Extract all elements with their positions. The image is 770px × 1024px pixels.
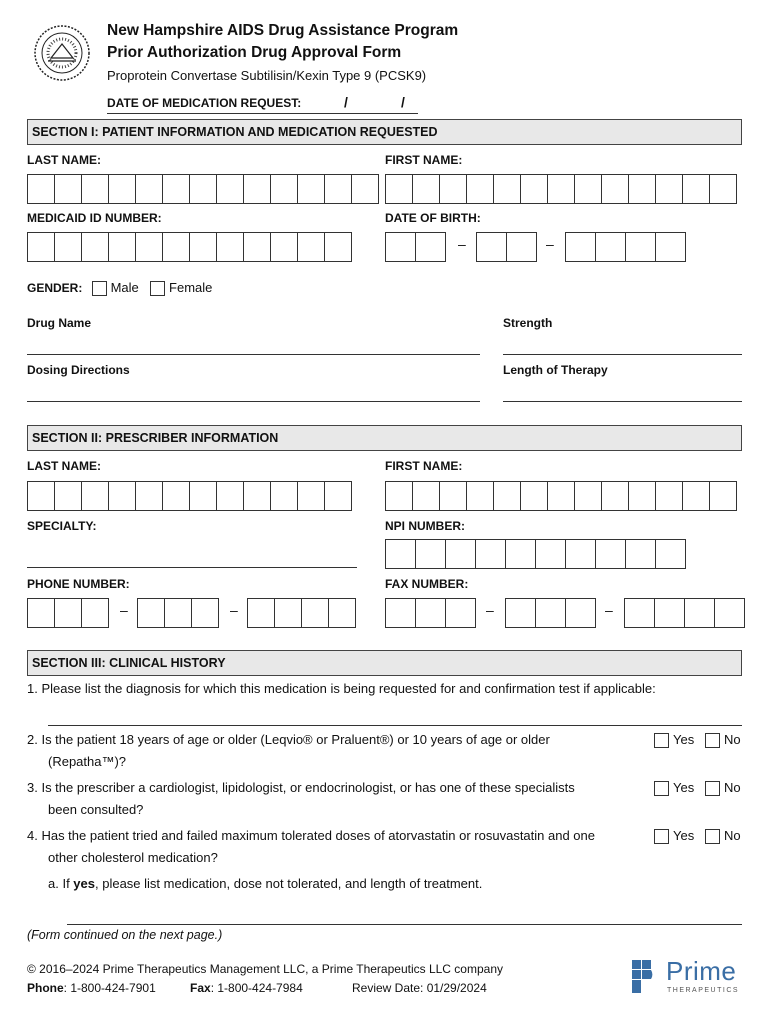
- dob-dash-2: –: [546, 236, 554, 252]
- fax-label: FAX NUMBER:: [385, 577, 469, 591]
- question-2-no: No: [705, 732, 741, 748]
- question-2-yes-checkbox[interactable]: [654, 733, 669, 748]
- question-4-line2: other cholesterol medication?: [48, 850, 218, 865]
- phone-label: PHONE NUMBER:: [27, 577, 130, 591]
- copyright: © 2016–2024 Prime Therapeutics Management LLC, a Prime Therapeutics LLC company: [27, 962, 503, 976]
- dob-year-boxes[interactable]: [565, 232, 685, 262]
- question-4-yes: Yes: [654, 828, 694, 844]
- npi-boxes[interactable]: [385, 539, 685, 569]
- form-title-line1: New Hampshire AIDS Drug Assistance Program: [107, 22, 459, 39]
- gender-female-checkbox[interactable]: [150, 281, 165, 296]
- phone-dash-1: –: [120, 602, 128, 618]
- question-2-line1: 2. Is the patient 18 years of age or older (Leqvio® or Praluent®) or 10 years of age or older: [27, 732, 550, 747]
- form-title-line2: Prior Authorization Drug Approval Form: [107, 44, 402, 61]
- question-1-input-line[interactable]: [48, 725, 742, 726]
- fax-dash-2: –: [605, 602, 613, 618]
- prime-logo: [632, 958, 744, 998]
- phone-area-boxes[interactable]: [27, 598, 108, 628]
- question-3-line1: 3. Is the prescriber a cardiologist, lipidologist, or endocrinologist, or has one of these specialists: [27, 780, 575, 795]
- strength-input-line[interactable]: [503, 354, 742, 355]
- drug-name-label: Drug Name: [27, 316, 92, 330]
- form-subtitle: Proprotein Convertase Subtilisin/Kexin Type 9 (PCSK9): [107, 68, 427, 83]
- strength-label: Strength: [503, 316, 553, 330]
- section-3-header: [27, 650, 742, 676]
- specialty-input-line[interactable]: [27, 567, 357, 568]
- dosing-directions-label: Dosing Directions: [27, 363, 130, 377]
- section-2-header: [27, 425, 742, 451]
- medicaid-id-label: MEDICAID ID NUMBER:: [27, 211, 162, 225]
- date-request-label: DATE OF MEDICATION REQUEST:: [107, 96, 302, 110]
- drug-name-input-line[interactable]: [27, 354, 480, 355]
- patient-last-name-boxes[interactable]: [27, 174, 378, 204]
- question-2-line2: (Repatha™)?: [48, 754, 127, 769]
- fax-area-boxes[interactable]: [385, 598, 475, 628]
- dob-month-boxes[interactable]: [385, 232, 445, 262]
- gender-row: [27, 280, 212, 296]
- question-4-sub-a-input-line[interactable]: [67, 924, 742, 925]
- question-2-yes: Yes: [654, 732, 694, 748]
- state-seal: [33, 24, 91, 82]
- prime-logo-subtext: THERAPEUTICS: [667, 987, 740, 994]
- prime-logo-mark-icon: [632, 960, 660, 994]
- date-request-input-line[interactable]: [107, 113, 418, 114]
- question-4-sub-a: a. If yes, please list medication, dose not tolerated, and length of treatment.: [48, 876, 483, 891]
- question-3-yes: Yes: [654, 780, 694, 796]
- gender-female-label: Female: [169, 280, 213, 295]
- question-3-no-checkbox[interactable]: [705, 781, 720, 796]
- gender-male-label: Male: [110, 280, 139, 295]
- dob-day-boxes[interactable]: [476, 232, 536, 262]
- footer-phone: Phone: 1-800-424-7901: [27, 981, 156, 995]
- question-4-line1: 4. Has the patient tried and failed maximum tolerated doses of atorvastatin or rosuvastatin and one: [27, 828, 595, 843]
- section-3-title: SECTION III: CLINICAL HISTORY: [32, 656, 226, 670]
- patient-last-name-label: LAST NAME:: [27, 153, 101, 167]
- patient-first-name-boxes[interactable]: [385, 174, 736, 204]
- prescriber-last-name-label: LAST NAME:: [27, 459, 101, 473]
- question-2-no-checkbox[interactable]: [705, 733, 720, 748]
- prescriber-first-name-boxes[interactable]: [385, 481, 736, 511]
- fax-dash-1: –: [486, 602, 494, 618]
- dob-dash-1: –: [458, 236, 466, 252]
- dob-label: DATE OF BIRTH:: [385, 211, 481, 225]
- footer-fax: Fax: 1-800-424-7984: [190, 981, 303, 995]
- phone-line-boxes[interactable]: [247, 598, 355, 628]
- fax-line-boxes[interactable]: [624, 598, 744, 628]
- question-4-yes-checkbox[interactable]: [654, 829, 669, 844]
- specialty-label: SPECIALTY:: [27, 519, 97, 533]
- form-continued-note: (Form continued on the next page.): [27, 928, 223, 942]
- dosing-input-line[interactable]: [27, 401, 480, 402]
- question-4-no: No: [705, 828, 741, 844]
- question-4-no-checkbox[interactable]: [705, 829, 720, 844]
- fax-prefix-boxes[interactable]: [505, 598, 595, 628]
- length-input-line[interactable]: [503, 401, 742, 402]
- section-1-title: SECTION I: PATIENT INFORMATION AND MEDICATION REQUESTED: [32, 125, 438, 139]
- gender-male-checkbox[interactable]: [92, 281, 107, 296]
- prescriber-first-name-label: FIRST NAME:: [385, 459, 463, 473]
- prime-logo-text: Prime: [666, 956, 737, 986]
- patient-first-name-label: FIRST NAME:: [385, 153, 463, 167]
- gender-label: GENDER:: [27, 281, 83, 295]
- phone-prefix-boxes[interactable]: [137, 598, 218, 628]
- date-slash-2: /: [401, 94, 405, 110]
- review-date: Review Date: 01/29/2024: [352, 981, 487, 995]
- medicaid-id-boxes[interactable]: [27, 232, 351, 262]
- section-2-title: SECTION II: PRESCRIBER INFORMATION: [32, 431, 279, 445]
- question-3-line2: been consulted?: [48, 802, 144, 817]
- question-3-yes-checkbox[interactable]: [654, 781, 669, 796]
- phone-dash-2: –: [230, 602, 238, 618]
- question-3-no: No: [705, 780, 741, 796]
- prescriber-last-name-boxes[interactable]: [27, 481, 351, 511]
- section-1-header: [27, 119, 742, 145]
- question-1: 1. Please list the diagnosis for which this medication is being requested for and confirmation test if applicable:: [27, 681, 656, 696]
- npi-label: NPI NUMBER:: [385, 519, 465, 533]
- date-slash-1: /: [344, 94, 348, 110]
- length-of-therapy-label: Length of Therapy: [503, 363, 608, 377]
